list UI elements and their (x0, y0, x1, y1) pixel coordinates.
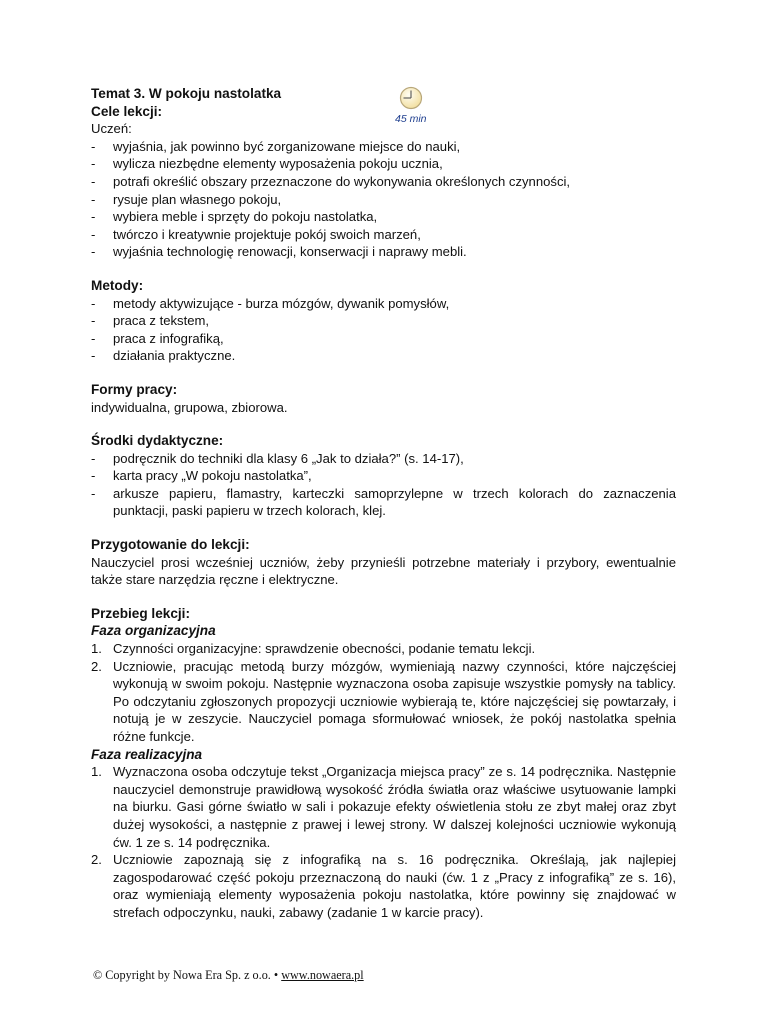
lesson-plan (91, 85, 676, 922)
phase-realization-heading: Faza realizacyjna (91, 746, 203, 762)
list-item: - wylicza niezbędne elementy wyposażenia pokoju ucznia, (91, 155, 676, 173)
timer-label: 45 min (395, 113, 427, 125)
list-item (91, 763, 676, 851)
list-item: - wyjaśnia, jak powinno być zorganizowane miejsce do nauki, (91, 138, 676, 156)
footer (93, 968, 364, 983)
list-item: - działania praktyczne. (91, 347, 676, 365)
list-item: - wyjaśnia technologię renowacji, konserwacji i naprawy mebli. (91, 243, 676, 261)
methods-heading: Metody: (91, 277, 144, 293)
list-item: - podręcznik do techniki dla klasy 6 „Jak to działa?” (s. 14-17), (91, 450, 676, 468)
prep-text: Nauczyciel prosi wcześniej uczniów, żeby przynieśli potrzebne materiały i przybory, ewentualnie także stare narzędzia ręczne i elektryczne. (91, 554, 676, 588)
item-text: Czynności organizacyjne: sprawdzenie obecności, podanie tematu lekcji. (113, 641, 536, 657)
list-item (91, 640, 676, 658)
methods-list (91, 295, 676, 365)
list-item: - twórczo i kreatywnie projektuje pokój swoich marzeń, (91, 226, 676, 244)
item-number: 2. (91, 852, 102, 868)
phase-realization-list (91, 763, 676, 921)
forms-heading: Formy pracy: (91, 381, 178, 397)
goals-heading: Cele lekcji: (91, 103, 163, 119)
item-number: 1. (91, 641, 102, 657)
list-item: - praca z tekstem, (91, 312, 676, 330)
list-item: - potrafi określić obszary przeznaczone do wykonywania określonych czynności, (91, 173, 676, 191)
list-item (91, 658, 676, 746)
goals-list (91, 138, 676, 261)
publisher-link[interactable]: www.nowaera.pl (281, 968, 364, 982)
goals-intro: Uczeń: (91, 121, 132, 137)
copyright-text: © Copyright by Nowa Era Sp. z o.o. • (93, 968, 282, 982)
list-item: - karta pracy „W pokoju nastolatka”, (91, 467, 676, 485)
aids-list (91, 450, 676, 520)
forms-text: indywidualna, grupowa, zbiorowa. (91, 399, 288, 415)
prep-heading: Przygotowanie do lekcji: (91, 537, 250, 553)
list-item: - wybiera meble i sprzęty do pokoju nastolatka, (91, 208, 676, 226)
item-number: 2. (91, 658, 102, 674)
list-item (91, 851, 676, 921)
list-item: - metody aktywizujące - burza mózgów, dywanik pomysłów, (91, 295, 676, 313)
course-heading: Przebieg lekcji: (91, 605, 190, 621)
item-text: Uczniowie, pracując metodą burzy mózgów, wymieniają nazwy czynności, które najczęściej wykonują w swoim pokoju. Następnie wyznaczona osoba zapisuje wszystkie pomysły na tablicy. Po odczytaniu zgłoszonych propozycji uczniowie wybierają te, które najczęściej się powtarzały, i notują je w zeszycie. Nauczyciel pomaga sformułować wniosek, że pokój nastolatka spełnia różne funkcje. (113, 658, 676, 744)
phase-organizational-heading: Faza organizacyjna (91, 623, 216, 639)
lesson-title: Temat 3. W pokoju nastolatka (91, 86, 282, 101)
aids-heading: Środki dydaktyczne: (91, 433, 224, 449)
item-number: 1. (91, 764, 102, 780)
phase-organizational-list (91, 640, 676, 746)
item-text: Wyznaczona osoba odczytuje tekst „Organizacja miejsca pracy” ze s. 14 podręcznika. Następnie nauczyciel demonstruje prawidłową wysokość źródła światła oraz właściwe usytuowanie lampki na biurku. Gasi górne światło w sali i pokazuje efekty oświetlenia stołu ze zbyt małej oraz zbyt dużej wysokości, a następnie z prawej i lewej strony. W dalszej kolejności uczniowie wykonują ćw. 1 ze s. 14 podręcznika. (113, 764, 676, 850)
list-item: - praca z infografiką, (91, 330, 676, 348)
item-text: Uczniowie zapoznają się z infografiką na s. 16 podręcznika. Określają, jak najlepiej zagospodarować część pokoju przeznaczoną do nauki (ćw. 1 z „Pracy z infografiką” ze s. 16), oraz wymieniają elementy wyposażenia pokoju nastolatka, które powinny się znajdować w strefach odpoczynku, nauki, zabawy (zadanie 1 w karcie pracy). (113, 852, 676, 920)
list-item: - rysuje plan własnego pokoju, (91, 191, 676, 209)
list-item: - arkusze papieru, flamastry, karteczki samoprzylepne w trzech kolorach do zaznaczenia punktacji, paski papieru w trzech kolorach, klej. (91, 485, 676, 520)
